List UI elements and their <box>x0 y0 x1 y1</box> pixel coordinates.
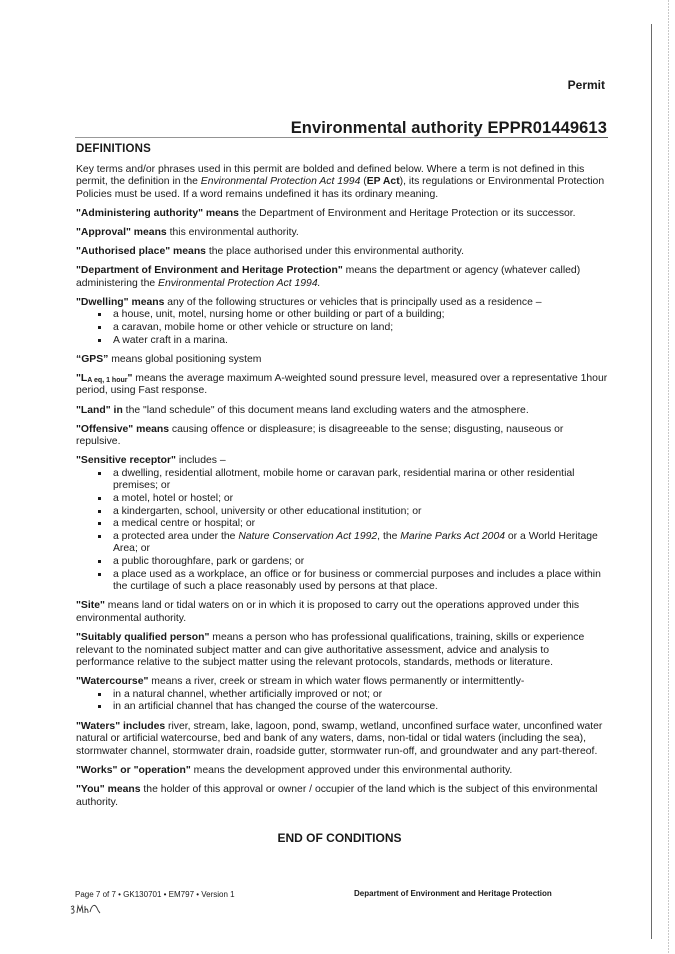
bullet-item: a motel, hotel or hostel; or <box>113 493 608 506</box>
definition-item <box>76 632 608 670</box>
end-of-conditions: END OF CONDITIONS <box>277 831 402 845</box>
definition-text: "Suitably qualified person" means a person who has professional qualifications, training, skills or experience relevant to the nominated subject matter and can give authoritative assessment, advice and analysis to performance relative to the subject matter using the relevant protocols, standards, methods or literature. <box>76 632 585 669</box>
document-title: Environmental authority EPPR01449613 <box>290 119 607 137</box>
definition-item <box>76 765 608 778</box>
bullet-item: a place used as a workplace, an office or for business or commercial purposes and includes a place within the curtilage of such a place reasonably used by persons at that place. <box>113 569 608 594</box>
intro-paragraph: Key terms and/or phrases used in this permit are bolded and defined below. Where a term is not defined in this permit, the definition in the Environmental Protection Act 1994 (EP Act), its regulations or Environmental Protection Policies must be used. If a word remains undefined it has its ordinary meaning. <box>76 163 605 200</box>
definitions-section <box>76 143 608 816</box>
definition-text: "You" means the holder of this approval or owner / occupier of the land which is the subject of this environmental authority. <box>76 783 598 808</box>
bullet-item: a protected area under the Nature Conservation Act 1992, the Marine Parks Act 2004 or a World Heritage Area; or <box>113 531 608 556</box>
definitions-list <box>76 208 608 809</box>
definition-item <box>76 208 608 221</box>
definition-text: "Approval" means this environmental authority. <box>76 226 299 238</box>
definition-item <box>76 424 608 449</box>
handwritten-initials-icon <box>69 902 109 916</box>
definition-item <box>76 373 608 398</box>
definition-bullet-list <box>76 309 608 347</box>
title-divider <box>75 137 608 138</box>
definition-text: "Site" means land or tidal waters on or in which it is proposed to carry out the operations approved under this environmental authority. <box>76 600 580 624</box>
scan-edge-line <box>668 0 669 954</box>
bullet-item: a house, unit, motel, nursing home or other building or part of a building; <box>113 309 608 322</box>
bullet-item: a dwelling, residential allotment, mobile home or caravan park, residential marina or other residential premises; or <box>113 468 608 493</box>
definition-text: "Offensive" means causing offence or displeasure; is disagreeable to the sense; disgusting, nauseous or repulsive. <box>76 423 564 448</box>
definition-bullet-list <box>76 689 608 714</box>
definition-item <box>76 455 608 594</box>
definition-item <box>76 297 608 347</box>
page-edge-line <box>651 24 652 939</box>
document-type-label: Permit <box>567 78 605 92</box>
definition-item <box>76 721 608 759</box>
definition-text: "Administering authority" means the Department of Environment and Heritage Protection or its successor. <box>76 207 576 219</box>
definition-text: “GPS” means global positioning system <box>76 353 262 365</box>
definition-text: "Land" in the "land schedule" of this document means land excluding waters and the atmosphere. <box>76 404 529 416</box>
definition-text: "$L_{A eq, 1 hour}$" means the average maximum A-weighted sound pressure level, measured over a representative 1hour period, using Fast response. <box>76 372 608 397</box>
definition-text: "Works" or "operation" means the development approved under this environmental authority. <box>76 764 513 776</box>
definition-item <box>76 354 608 367</box>
definition-bullet-list <box>76 468 608 594</box>
bullet-item: a kindergarten, school, university or other educational institution; or <box>113 506 608 519</box>
definition-item <box>76 676 608 714</box>
definition-item <box>76 405 608 418</box>
definition-item <box>76 784 608 809</box>
definition-item <box>76 600 608 625</box>
definition-text: "Sensitive receptor" includes – <box>76 455 226 467</box>
footer-department: Department of Environment and Heritage Protection <box>354 889 552 898</box>
section-heading: DEFINITIONS <box>76 143 152 155</box>
definition-item <box>76 265 608 290</box>
bullet-item: a caravan, mobile home or other vehicle or structure on land; <box>113 322 608 335</box>
definition-text: "Dwelling" means any of the following structures or vehicles that is principally used as a residence – <box>76 296 542 308</box>
bullet-item: a public thoroughfare, park or gardens; or <box>113 556 608 569</box>
definition-text: "Authorised place" means the place authorised under this environmental authority. <box>76 246 464 258</box>
bullet-item: a medical centre or hospital; or <box>113 518 608 531</box>
bullet-item: in an artificial channel that has changed the course of the watercourse. <box>113 701 608 714</box>
bullet-item: in a natural channel, whether artificially improved or not; or <box>113 689 608 702</box>
definition-item <box>76 227 608 240</box>
definition-item <box>76 246 608 259</box>
definition-text: "Department of Environment and Heritage Protection" means the department or agency (whatever called) administering the Environmental Protection Act 1994. <box>76 265 581 289</box>
footer-page-info: Page 7 of 7 • GK130701 • EM797 • Version 1 <box>75 890 235 899</box>
definition-text: "Watercourse" means a river, creek or stream in which water flows permanently or intermittently- <box>76 676 525 688</box>
bullet-item: A water craft in a marina. <box>113 335 608 348</box>
definition-text: "Waters" includes river, stream, lake, lagoon, pond, swamp, wetland, unconfined surface water, unconfined water natural or artificial watercourse, bed and bank of any waters, dams, non-tidal or tidal waters (including the sea), stormwater channel, stormwater drain, roadside gutter, stormwater run-off, and groundwater and any part-thereof. <box>76 720 603 757</box>
